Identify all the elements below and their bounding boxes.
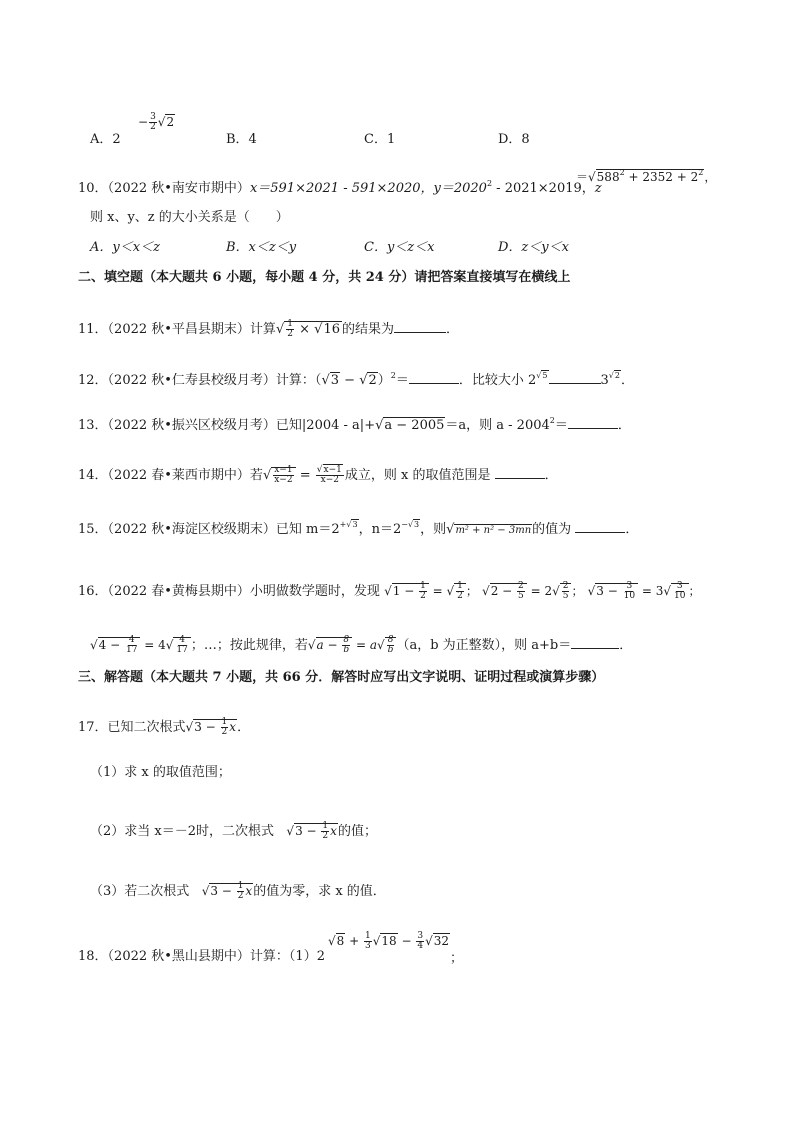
- q14-answer-blank[interactable]: [495, 466, 545, 479]
- q10-z-expression: $=√588^2 + 2352 + 2^2$，: [576, 168, 717, 184]
- q16-example-3: √3 − $\frac{3}{10}$ = 3√ $\frac{3}{10}$ ；: [587, 581, 701, 601]
- q17-part-3: （3）若二次根式 √3 − $\frac{1}{2}$ x的值为零，求 x 的值．: [90, 881, 386, 901]
- q10-stem: 10．（2022 秋•南安市期中）x＝591×2021 - 591×2020，$y=2020^2 - 2021\times 2019$，z: [78, 179, 602, 196]
- q16-example-1: √1 − $\frac{1}{2}$ = √ $\frac{1}{2}$ ；: [384, 581, 478, 601]
- q16-answer-blank[interactable]: [571, 636, 619, 649]
- q15-answer-blank[interactable]: [575, 520, 625, 533]
- q16-stem: 16．（2022 春•黄梅县期中）小明做数学题时，发现 √1 − $\frac{1}{2}$ = √ $\frac{1}{2}$ ； √2 − $\frac{2}{5}$ = 2√ $\frac{2}{5}$ ； √3 − $\frac{3}{10}$ = 3√ $\frac{3}{10}$ ；: [78, 581, 701, 601]
- q9-option-c: C．1: [364, 132, 396, 147]
- q15-stem: 15．（2022 秋•海淀区校级期末）已知 $m=2^{+√3}$，$n=2^{-√3}$，则√m² + n² − 3mn的值为 ．: [78, 520, 639, 537]
- q18-expression: √8 + $\frac{1}{3}$ √18 − $\frac{3}{4}$ √32: [328, 931, 450, 951]
- q11-answer-blank[interactable]: [394, 320, 446, 333]
- q13-stem: 13．（2022 秋•振兴区校级月考）已知|2004 - a|+√a − 2005＝a，则 $a - 2004^2=$ ．: [78, 416, 631, 433]
- q12-answer-blank-1[interactable]: [409, 371, 459, 384]
- q17-part-1: （1）求 x 的取值范围；: [90, 765, 231, 780]
- q16-example-4: √4 − $\frac{4}{17}$ = 4√ $\frac{4}{17}$: [90, 637, 191, 652]
- q9-option-a: A．2: [90, 132, 121, 147]
- q9-option-a-exponent: − $\frac{3}{2}$ √2: [138, 112, 175, 132]
- q14-stem: 14．（2022 春•莱西市期中）若√ $\frac{x-1}{x-2}$ = $\frac{√x-1}{x-2}$ 成立，则 x 的取值范围是 ．: [78, 465, 558, 485]
- q10-option-d: D．z＜y＜x: [498, 240, 569, 255]
- q13-answer-blank[interactable]: [568, 416, 618, 429]
- q11-stem: 11．（2022 秋•平昌县期末）计算√ $\frac{1}{2}$ × √16 的结果为 ．: [78, 319, 460, 339]
- q18-end: ；: [450, 951, 464, 966]
- q16-example-2: √2 − $\frac{2}{5}$ = 2√ $\frac{2}{5}$ ；: [482, 581, 584, 601]
- q18-stem: 18．（2022 秋•黑山县期中）计算：（1）2: [78, 949, 325, 964]
- q12-stem: 12．（2022 秋•仁寿县校级月考）计算：$(√3 - √2)^2=$ ．比较大小 $2^{√5}$ $3^{√2}$．: [78, 371, 634, 388]
- q9-option-d: D．8: [498, 132, 530, 147]
- q17-part-2: （2）求当 x＝－2时，二次根式 √3 − $\frac{1}{2}$ x的值；: [90, 821, 377, 841]
- q10-question: 则 x、y、z 的大小关系是（ ）: [90, 210, 289, 225]
- q9-option-b: B．4: [226, 132, 257, 147]
- q12-answer-blank-2[interactable]: [549, 371, 601, 384]
- section-fill-in-heading: 二、填空题（本大题共 6 小题，每小题 4 分，共 24 分）请把答案直接填写在横线上: [78, 270, 571, 285]
- q10-option-b: B．x＜z＜y: [226, 240, 297, 255]
- q17-stem: 17．已知二次根式√3 − $\frac{1}{2}$ x．: [78, 717, 251, 737]
- q16-continuation: √4 − $\frac{4}{17}$ = 4√ $\frac{4}{17}$ ；…；按此规律，若√a − $\frac{8}{b}$ = a√ $\frac{8}{b}$ （a，b 为正整数），则 a+b＝ ．: [90, 635, 633, 655]
- section-solution-heading: 三、解答题（本大题共 7 小题，共 66 分．解答时应写出文字说明、证明过程或演算步骤）: [78, 670, 605, 685]
- q10-option-a: A．y＜x＜z: [90, 240, 160, 255]
- q10-option-c: C．y＜z＜x: [364, 240, 435, 255]
